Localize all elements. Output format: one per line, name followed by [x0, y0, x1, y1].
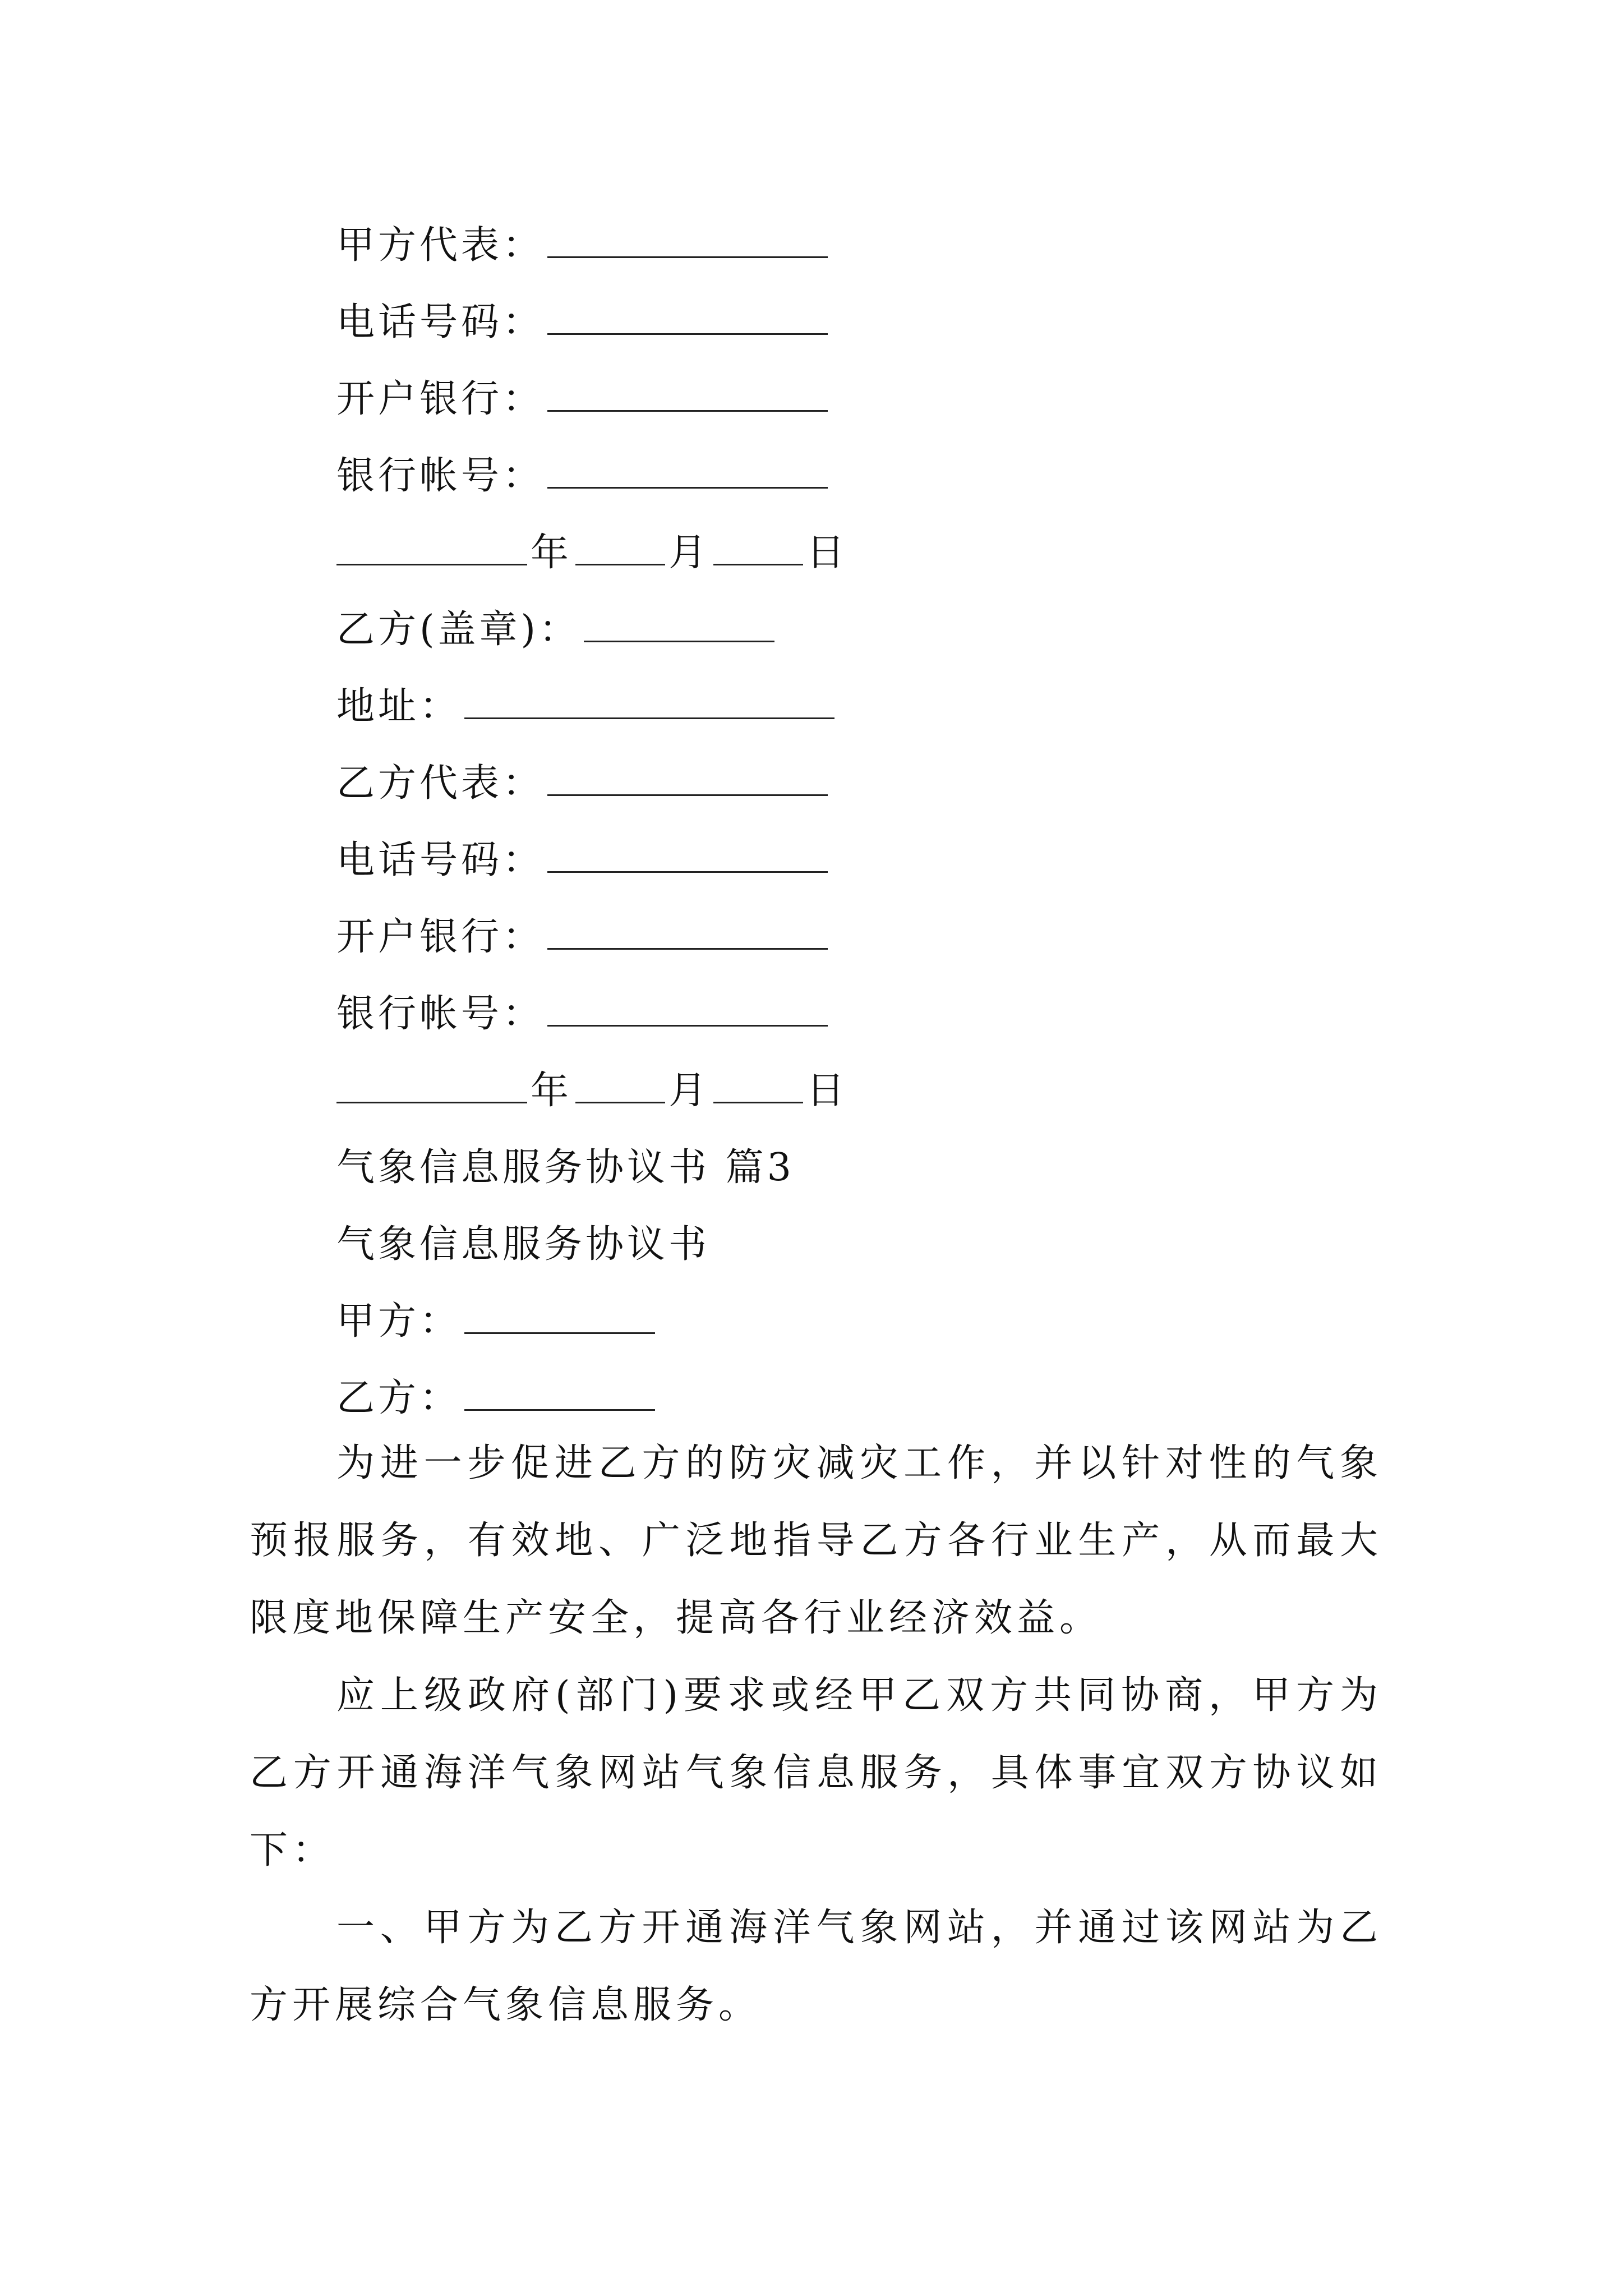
day-blank-1[interactable] [713, 541, 803, 565]
party-b-address-blank[interactable] [464, 695, 834, 719]
document-title: 气象信息服务协议书 [336, 1222, 711, 1267]
party-a-line [336, 1288, 655, 1355]
party-b-rep-label: 乙方代表： [336, 761, 545, 806]
party-b-bank-label: 开户银行： [336, 915, 545, 959]
party-b-line [336, 1365, 655, 1432]
party-b-blank[interactable] [464, 1387, 655, 1411]
party-a-blank[interactable] [464, 1310, 655, 1334]
party-a-account-line [336, 443, 828, 510]
party-b-rep-blank[interactable] [547, 772, 828, 796]
party-a-bank-line [336, 366, 828, 433]
party-b-address-label: 地址： [336, 684, 462, 729]
year-blank-1[interactable] [336, 541, 527, 565]
day-label-2: 日 [806, 1069, 849, 1113]
year-label-1: 年 [531, 531, 573, 575]
party-b-seal-blank[interactable] [584, 618, 774, 642]
party-a-rep-blank[interactable] [547, 234, 828, 258]
party-b-seal-label: 乙方(盖章)： [336, 608, 581, 652]
party-b-bank-line [336, 904, 828, 971]
month-label-2: 月 [668, 1069, 711, 1113]
paragraph-purpose: 为进一步促进乙方的防灾减灾工作，并以针对性的气象预报服务，有效地、广泛地指导乙方各行业生产，从而最大限度地保障生产安全，提高各行业经济效益。 [250, 1441, 1382, 1640]
party-b-label: 乙方： [336, 1376, 462, 1420]
party-a-bank-label: 开户银行： [336, 377, 545, 421]
party-b-rep-line [336, 750, 828, 817]
party-b-address-line [336, 673, 834, 740]
party-b-bank-blank[interactable] [547, 926, 828, 950]
party-b-account-label: 银行帐号： [336, 992, 545, 1036]
party-a-rep-label: 甲方代表： [336, 223, 545, 268]
month-blank-2[interactable] [575, 1079, 665, 1103]
month-label-1: 月 [668, 531, 711, 575]
day-label-1: 日 [806, 531, 849, 575]
party-b-seal-line [336, 596, 774, 664]
party-b-phone-blank[interactable] [547, 849, 828, 873]
party-a-label: 甲方： [336, 1299, 462, 1343]
date-line-2 [336, 1057, 848, 1125]
party-a-rep-line [336, 212, 828, 279]
paragraph-clause-one: 一、甲方为乙方开通海洋气象网站，并通过该网站为乙方开展综合气象信息服务。 [250, 1906, 1382, 2027]
section-heading: 气象信息服务协议书 篇3 [336, 1145, 795, 1190]
party-a-phone-line [336, 289, 828, 356]
party-a-account-blank[interactable] [547, 464, 828, 489]
day-blank-2[interactable] [713, 1079, 803, 1103]
party-b-account-blank[interactable] [547, 1002, 828, 1027]
party-b-account-line [336, 981, 828, 1048]
date-line-1 [336, 519, 848, 587]
party-b-phone-label: 电话号码： [336, 838, 545, 882]
party-b-phone-line [336, 827, 828, 894]
paragraph-agreement-basis: 应上级政府(部门)要求或经甲乙双方共同协商，甲方为乙方开通海洋气象网站气象信息服务，具体事宜双方协议如下： [250, 1673, 1382, 1872]
year-label-2: 年 [531, 1069, 573, 1113]
month-blank-1[interactable] [575, 541, 665, 565]
party-a-bank-blank[interactable] [547, 388, 828, 412]
party-a-account-label: 银行帐号： [336, 454, 545, 498]
year-blank-2[interactable] [336, 1079, 527, 1103]
party-a-phone-blank[interactable] [547, 311, 828, 335]
party-a-phone-label: 电话号码： [336, 300, 545, 344]
